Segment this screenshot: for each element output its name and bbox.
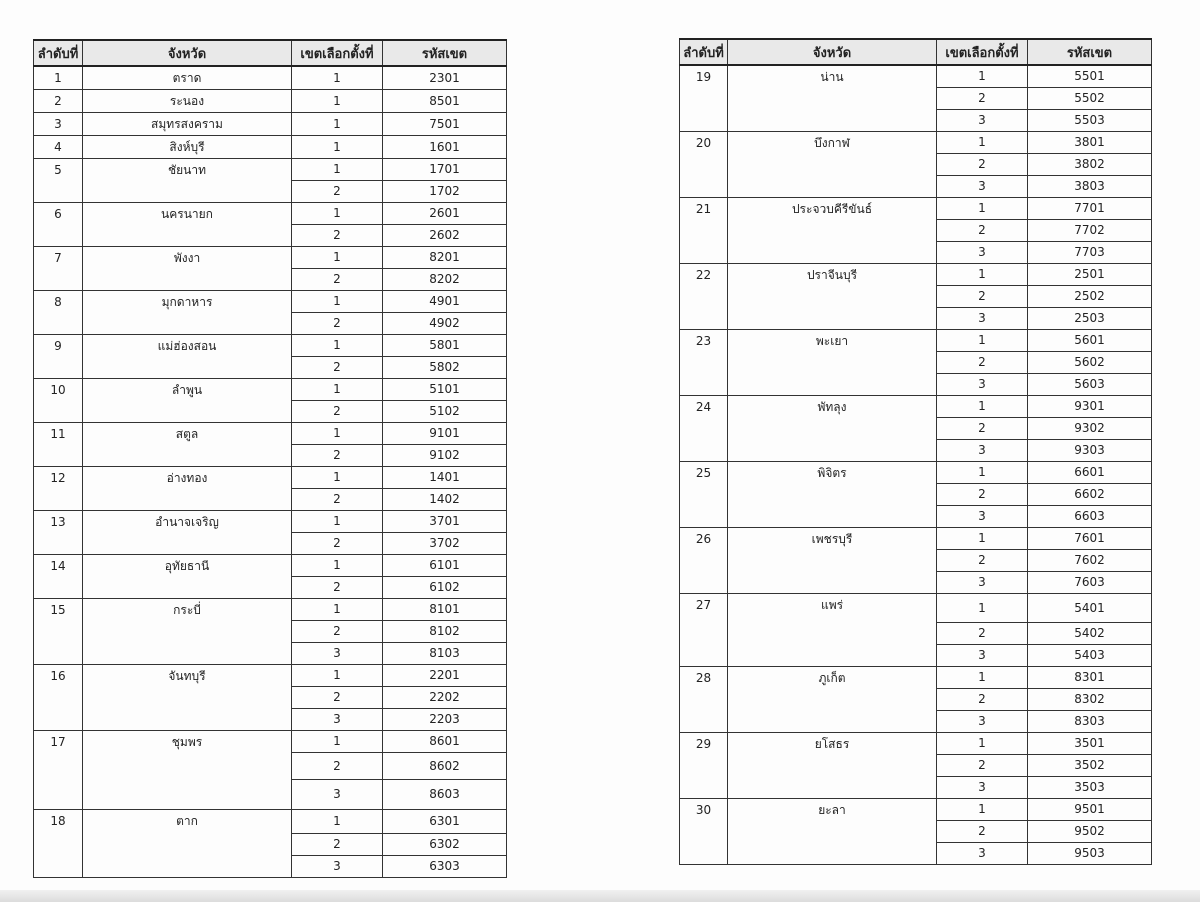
province-name-cell: พังงา	[83, 247, 292, 291]
district-code-cell: 7702	[1028, 220, 1152, 242]
district-number-cell: 2	[292, 269, 383, 291]
district-code-cell: 8601	[383, 731, 507, 753]
district-number-cell: 3	[937, 308, 1028, 330]
district-number-cell: 1	[292, 731, 383, 753]
district-code-cell: 7701	[1028, 198, 1152, 220]
district-number-cell: 3	[937, 176, 1028, 198]
order-number-cell: 6	[34, 203, 83, 247]
table-row	[34, 136, 507, 159]
district-number-cell: 3	[937, 572, 1028, 594]
district-number-cell: 1	[937, 594, 1028, 623]
district-number-cell: 3	[937, 645, 1028, 667]
province-name-cell: เพชรบุรี	[728, 528, 937, 594]
order-number-cell: 5	[34, 159, 83, 203]
district-code-cell: 8102	[383, 621, 507, 643]
order-number-cell: 2	[34, 90, 83, 113]
district-code-cell: 5802	[383, 357, 507, 379]
order-number-cell: 22	[680, 264, 728, 330]
district-number-cell: 2	[937, 623, 1028, 645]
district-code-cell: 2501	[1028, 264, 1152, 286]
table-header-row	[34, 40, 507, 66]
district-code-cell: 5402	[1028, 623, 1152, 645]
district-number-cell: 1	[292, 203, 383, 225]
district-code-cell: 3801	[1028, 132, 1152, 154]
district-number-cell: 1	[937, 330, 1028, 352]
district-code-cell: 8501	[383, 90, 507, 113]
header-province: จังหวัด	[83, 40, 292, 66]
province-name-cell: มุกดาหาร	[83, 291, 292, 335]
district-code-cell: 8303	[1028, 711, 1152, 733]
district-code-cell: 5601	[1028, 330, 1152, 352]
district-number-cell: 2	[937, 352, 1028, 374]
district-code-cell: 8202	[383, 269, 507, 291]
order-number-cell: 12	[34, 467, 83, 511]
district-code-cell: 1701	[383, 159, 507, 181]
province-name-cell: บึงกาฬ	[728, 132, 937, 198]
district-code-cell: 6302	[383, 834, 507, 856]
province-name-cell: ยะลา	[728, 799, 937, 865]
district-code-cell: 9102	[383, 445, 507, 467]
district-number-cell: 1	[937, 132, 1028, 154]
table-row	[680, 667, 1152, 689]
district-number-cell: 2	[937, 484, 1028, 506]
district-number-cell: 2	[937, 220, 1028, 242]
order-number-cell: 19	[680, 65, 728, 132]
table-row	[34, 423, 507, 445]
table-body-right	[680, 65, 1152, 865]
district-code-cell: 5502	[1028, 88, 1152, 110]
order-number-cell: 28	[680, 667, 728, 733]
district-number-cell: 2	[292, 225, 383, 247]
province-name-cell: พะเยา	[728, 330, 937, 396]
province-name-cell: อ่างทอง	[83, 467, 292, 511]
table-row	[680, 462, 1152, 484]
table-row	[34, 203, 507, 225]
table-row	[680, 264, 1152, 286]
province-name-cell: แม่ฮ่องสอน	[83, 335, 292, 379]
table-row	[34, 665, 507, 687]
province-name-cell: สิงห์บุรี	[83, 136, 292, 159]
order-number-cell: 24	[680, 396, 728, 462]
district-number-cell: 1	[292, 66, 383, 90]
table-row	[680, 733, 1152, 755]
province-name-cell: สมุทรสงคราม	[83, 113, 292, 136]
district-code-cell: 8302	[1028, 689, 1152, 711]
table-row	[680, 528, 1152, 550]
right-page	[679, 38, 1151, 865]
district-number-cell: 2	[292, 621, 383, 643]
district-code-cell: 7703	[1028, 242, 1152, 264]
province-name-cell: ตราด	[83, 66, 292, 90]
table-row	[34, 555, 507, 577]
province-name-cell: พิจิตร	[728, 462, 937, 528]
table-row	[34, 335, 507, 357]
order-number-cell: 3	[34, 113, 83, 136]
district-code-cell: 3503	[1028, 777, 1152, 799]
province-name-cell: จันทบุรี	[83, 665, 292, 731]
district-code-cell: 1702	[383, 181, 507, 203]
district-number-cell: 1	[292, 810, 383, 834]
header-order-no: ลำดับที่	[680, 39, 728, 65]
district-number-cell: 1	[292, 335, 383, 357]
district-number-cell: 2	[937, 550, 1028, 572]
header-district-code: รหัสเขต	[383, 40, 507, 66]
district-number-cell: 1	[292, 423, 383, 445]
district-number-cell: 1	[292, 555, 383, 577]
district-code-cell: 6602	[1028, 484, 1152, 506]
table-body-left	[34, 66, 507, 878]
district-table-right	[679, 38, 1152, 865]
page-bottom-edge	[0, 890, 1200, 902]
province-name-cell: สตูล	[83, 423, 292, 467]
district-code-cell: 6603	[1028, 506, 1152, 528]
table-row	[34, 291, 507, 313]
order-number-cell: 1	[34, 66, 83, 90]
district-number-cell: 3	[937, 711, 1028, 733]
order-number-cell: 10	[34, 379, 83, 423]
district-code-cell: 9303	[1028, 440, 1152, 462]
district-code-cell: 2602	[383, 225, 507, 247]
district-code-cell: 1601	[383, 136, 507, 159]
district-code-cell: 7601	[1028, 528, 1152, 550]
district-number-cell: 1	[292, 291, 383, 313]
table-header-row	[680, 39, 1152, 65]
table-row	[34, 599, 507, 621]
table-row	[34, 467, 507, 489]
order-number-cell: 25	[680, 462, 728, 528]
district-number-cell: 1	[937, 462, 1028, 484]
table-row	[34, 66, 507, 90]
header-province: จังหวัด	[728, 39, 937, 65]
district-code-cell: 3701	[383, 511, 507, 533]
district-code-cell: 6102	[383, 577, 507, 599]
order-number-cell: 13	[34, 511, 83, 555]
order-number-cell: 4	[34, 136, 83, 159]
order-number-cell: 21	[680, 198, 728, 264]
province-name-cell: กระบี่	[83, 599, 292, 665]
district-number-cell: 1	[292, 511, 383, 533]
district-number-cell: 1	[292, 113, 383, 136]
district-code-cell: 9501	[1028, 799, 1152, 821]
district-code-cell: 2502	[1028, 286, 1152, 308]
district-code-cell: 4901	[383, 291, 507, 313]
district-number-cell: 2	[292, 401, 383, 423]
table-row	[34, 90, 507, 113]
district-code-cell: 2601	[383, 203, 507, 225]
district-code-cell: 6101	[383, 555, 507, 577]
district-code-cell: 5602	[1028, 352, 1152, 374]
district-code-cell: 8602	[383, 753, 507, 780]
table-row	[680, 132, 1152, 154]
province-name-cell: ภูเก็ต	[728, 667, 937, 733]
district-number-cell: 2	[292, 181, 383, 203]
district-code-cell: 2201	[383, 665, 507, 687]
table-row	[34, 113, 507, 136]
district-number-cell: 2	[292, 489, 383, 511]
district-code-cell: 8201	[383, 247, 507, 269]
province-name-cell: ชัยนาท	[83, 159, 292, 203]
order-number-cell: 15	[34, 599, 83, 665]
district-code-cell: 5102	[383, 401, 507, 423]
district-code-cell: 6601	[1028, 462, 1152, 484]
district-code-cell: 5101	[383, 379, 507, 401]
district-number-cell: 1	[292, 599, 383, 621]
district-code-cell: 8301	[1028, 667, 1152, 689]
province-name-cell: พัทลุง	[728, 396, 937, 462]
province-name-cell: ยโสธร	[728, 733, 937, 799]
table-row	[34, 159, 507, 181]
district-number-cell: 1	[292, 379, 383, 401]
district-number-cell: 2	[937, 821, 1028, 843]
district-code-cell: 2203	[383, 709, 507, 731]
province-name-cell: ประจวบคีรีขันธ์	[728, 198, 937, 264]
district-number-cell: 1	[292, 159, 383, 181]
table-row	[680, 396, 1152, 418]
district-number-cell: 1	[292, 467, 383, 489]
district-number-cell: 1	[937, 799, 1028, 821]
district-code-cell: 5503	[1028, 110, 1152, 132]
district-code-cell: 9502	[1028, 821, 1152, 843]
district-number-cell: 3	[937, 374, 1028, 396]
district-number-cell: 3	[937, 110, 1028, 132]
district-code-cell: 8103	[383, 643, 507, 665]
district-number-cell: 1	[937, 198, 1028, 220]
left-page	[33, 39, 506, 878]
district-code-cell: 1402	[383, 489, 507, 511]
order-number-cell: 18	[34, 810, 83, 878]
province-name-cell: แพร่	[728, 594, 937, 667]
order-number-cell: 30	[680, 799, 728, 865]
district-number-cell: 3	[937, 440, 1028, 462]
district-number-cell: 1	[292, 247, 383, 269]
district-number-cell: 3	[937, 506, 1028, 528]
district-code-cell: 7603	[1028, 572, 1152, 594]
province-name-cell: นครนายก	[83, 203, 292, 247]
province-name-cell: อุทัยธานี	[83, 555, 292, 599]
district-code-cell: 1401	[383, 467, 507, 489]
district-number-cell: 2	[937, 286, 1028, 308]
header-order-no: ลำดับที่	[34, 40, 83, 66]
district-code-cell: 9301	[1028, 396, 1152, 418]
district-code-cell: 9503	[1028, 843, 1152, 865]
district-code-cell: 9101	[383, 423, 507, 445]
district-number-cell: 3	[937, 777, 1028, 799]
district-code-cell: 5403	[1028, 645, 1152, 667]
order-number-cell: 27	[680, 594, 728, 667]
district-code-cell: 5501	[1028, 65, 1152, 88]
district-number-cell: 1	[292, 90, 383, 113]
table-row	[34, 247, 507, 269]
order-number-cell: 11	[34, 423, 83, 467]
province-name-cell: ชุมพร	[83, 731, 292, 810]
district-number-cell: 2	[937, 88, 1028, 110]
district-number-cell: 2	[937, 689, 1028, 711]
district-code-cell: 3803	[1028, 176, 1152, 198]
district-number-cell: 2	[937, 418, 1028, 440]
order-number-cell: 17	[34, 731, 83, 810]
district-number-cell: 3	[292, 643, 383, 665]
table-row	[34, 810, 507, 834]
district-code-cell: 4902	[383, 313, 507, 335]
district-code-cell: 6301	[383, 810, 507, 834]
table-row	[680, 198, 1152, 220]
table-row	[34, 731, 507, 753]
district-number-cell: 1	[937, 396, 1028, 418]
district-number-cell: 1	[292, 665, 383, 687]
district-code-cell: 7501	[383, 113, 507, 136]
district-number-cell: 1	[292, 136, 383, 159]
district-code-cell: 9302	[1028, 418, 1152, 440]
province-name-cell: น่าน	[728, 65, 937, 132]
order-number-cell: 16	[34, 665, 83, 731]
province-name-cell: ระนอง	[83, 90, 292, 113]
district-code-cell: 5603	[1028, 374, 1152, 396]
province-name-cell: ตาก	[83, 810, 292, 878]
table-row	[34, 379, 507, 401]
district-number-cell: 3	[292, 709, 383, 731]
province-name-cell: ลำพูน	[83, 379, 292, 423]
district-code-cell: 3502	[1028, 755, 1152, 777]
table-row	[680, 65, 1152, 88]
order-number-cell: 20	[680, 132, 728, 198]
district-number-cell: 2	[292, 577, 383, 599]
table-row	[680, 330, 1152, 352]
order-number-cell: 23	[680, 330, 728, 396]
district-number-cell: 2	[937, 154, 1028, 176]
district-number-cell: 3	[937, 242, 1028, 264]
order-number-cell: 29	[680, 733, 728, 799]
district-code-cell: 5401	[1028, 594, 1152, 623]
order-number-cell: 26	[680, 528, 728, 594]
district-number-cell: 3	[292, 780, 383, 810]
table-row	[680, 594, 1152, 623]
district-code-cell: 3802	[1028, 154, 1152, 176]
order-number-cell: 8	[34, 291, 83, 335]
order-number-cell: 9	[34, 335, 83, 379]
province-name-cell: อำนาจเจริญ	[83, 511, 292, 555]
district-code-cell: 5801	[383, 335, 507, 357]
district-code-cell: 3702	[383, 533, 507, 555]
district-number-cell: 2	[937, 755, 1028, 777]
table-row	[34, 511, 507, 533]
district-number-cell: 1	[937, 528, 1028, 550]
table-row	[680, 799, 1152, 821]
district-code-cell: 7602	[1028, 550, 1152, 572]
district-number-cell: 1	[937, 667, 1028, 689]
district-code-cell: 2503	[1028, 308, 1152, 330]
district-number-cell: 2	[292, 445, 383, 467]
order-number-cell: 7	[34, 247, 83, 291]
district-table-left	[33, 39, 507, 878]
order-number-cell: 14	[34, 555, 83, 599]
district-code-cell: 2301	[383, 66, 507, 90]
district-code-cell: 3501	[1028, 733, 1152, 755]
header-district-no: เขตเลือกตั้งที่	[937, 39, 1028, 65]
district-number-cell: 1	[937, 65, 1028, 88]
district-number-cell: 2	[292, 357, 383, 379]
province-name-cell: ปราจีนบุรี	[728, 264, 937, 330]
district-number-cell: 2	[292, 533, 383, 555]
header-district-no: เขตเลือกตั้งที่	[292, 40, 383, 66]
district-code-cell: 8603	[383, 780, 507, 810]
district-number-cell: 3	[937, 843, 1028, 865]
district-number-cell: 2	[292, 687, 383, 709]
district-number-cell: 2	[292, 753, 383, 780]
district-number-cell: 1	[937, 733, 1028, 755]
district-number-cell: 2	[292, 834, 383, 856]
district-number-cell: 1	[937, 264, 1028, 286]
header-district-code: รหัสเขต	[1028, 39, 1152, 65]
district-code-cell: 6303	[383, 856, 507, 878]
district-code-cell: 2202	[383, 687, 507, 709]
district-number-cell: 3	[292, 856, 383, 878]
district-code-cell: 8101	[383, 599, 507, 621]
district-number-cell: 2	[292, 313, 383, 335]
